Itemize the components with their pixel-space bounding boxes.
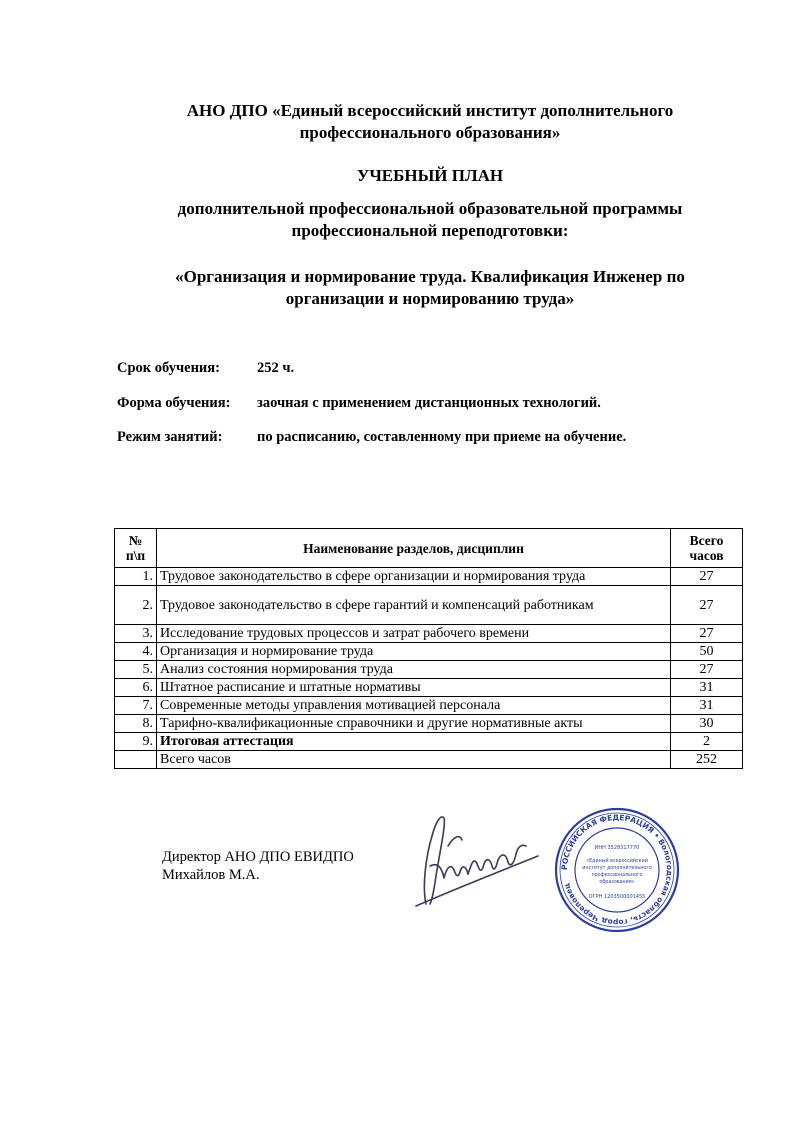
table-row [115,679,743,697]
table-row [115,586,743,625]
signatory-block [162,848,354,884]
stamp-ogrn: ОГРН 1203500001455 [588,894,646,900]
table-row [115,661,743,679]
row-name: Трудовое законодательство в сфере гарантий и компенсаций работникам [157,586,671,625]
stamp-outer-text: РОССИЙСКАЯ ФЕДЕРАЦИЯ • Вологодская область, город Череповец [559,812,675,928]
stamp-inner-3: профессионального [591,873,643,878]
row-name: Итоговая аттестация [157,733,671,751]
title-text: УЧЕБНЫЙ ПЛАН [356,166,504,185]
program-name [60,266,800,310]
row-name: Исследование трудовых процессов и затрат рабочего времени [157,625,671,643]
row-hours: 30 [671,715,743,733]
org-line-1: АНО ДПО «Единый всероссийский институт дополнительного [186,101,674,120]
row-hours: 2 [671,733,743,751]
table-header-row [115,529,743,568]
row-name: Тарифно-квалификационные справочники и другие нормативные акты [157,715,671,733]
table-row [115,697,743,715]
schedule-label: Режим занятий: [117,429,223,445]
row-name: Организация и нормирование труда [157,643,671,661]
table-row [115,568,743,586]
curriculum-table [114,528,743,769]
header-name: Наименование разделов, дисциплин [157,529,671,568]
form-value: заочная с применением дистанционных технологий. [257,395,601,411]
total-num-empty [115,751,157,769]
row-hours: 27 [671,661,743,679]
round-seal [553,806,681,934]
duration-label: Срок обучения: [117,360,220,376]
handwritten-signature [408,806,543,911]
row-hours: 27 [671,586,743,625]
row-num: 3. [115,625,157,643]
row-hours: 31 [671,679,743,697]
header-hours-line-2: часов [689,548,724,563]
row-name: Современные методы управления мотивацией персонала [157,697,671,715]
row-num: 2. [115,586,157,625]
signatory-title: Директор АНО ДПО ЕВИДПО [162,849,354,865]
row-name: Трудовое законодательство в сфере организации и нормирования труда [157,568,671,586]
row-hours: 31 [671,697,743,715]
row-num: 4. [115,643,157,661]
header-hours-line-1: Всего [689,533,724,548]
row-num: 7. [115,697,157,715]
stamp-inner-1: «Единый всероссийский [586,859,648,864]
schedule-value: по расписанию, составленному при приеме на обучение. [257,429,627,445]
table-total-row [115,751,743,769]
total-hours: 252 [671,751,743,769]
program-line-2: организации и нормированию труда» [285,289,575,308]
row-hours: 27 [671,625,743,643]
signatory-name: Михайлов М.А. [162,867,260,883]
row-hours: 50 [671,643,743,661]
program-line-1: «Организация и нормирование труда. Квалификация Инженер по [175,267,685,286]
table-row [115,733,743,751]
stamp-inner-2: институт дополнительного [582,866,652,871]
row-num: 9. [115,733,157,751]
header-hours [671,529,743,568]
row-hours: 27 [671,568,743,586]
table-row [115,643,743,661]
total-label: Всего часов [157,751,671,769]
document-title [60,165,800,187]
row-num: 5. [115,661,157,679]
row-name: Штатное расписание и штатные нормативы [157,679,671,697]
row-num: 8. [115,715,157,733]
duration-value: 252 ч. [257,360,295,376]
subtitle-line-1: дополнительной профессиональной образовательной программы [177,199,683,218]
table-row [115,715,743,733]
form-label: Форма обучения: [117,395,231,411]
document-subtitle [60,198,800,242]
subtitle-line-2: профессиональной переподготовки: [291,221,569,240]
stamp-inner-4: образования» [599,880,635,885]
organization-name [60,100,800,144]
row-num: 6. [115,679,157,697]
table-row [115,625,743,643]
stamp-inn: ИНН 3528317770 [594,845,640,851]
row-num: 1. [115,568,157,586]
org-line-2: профессионального образования» [299,123,561,142]
row-name: Анализ состояния нормирования труда [157,661,671,679]
header-num: № п\п [115,529,157,568]
